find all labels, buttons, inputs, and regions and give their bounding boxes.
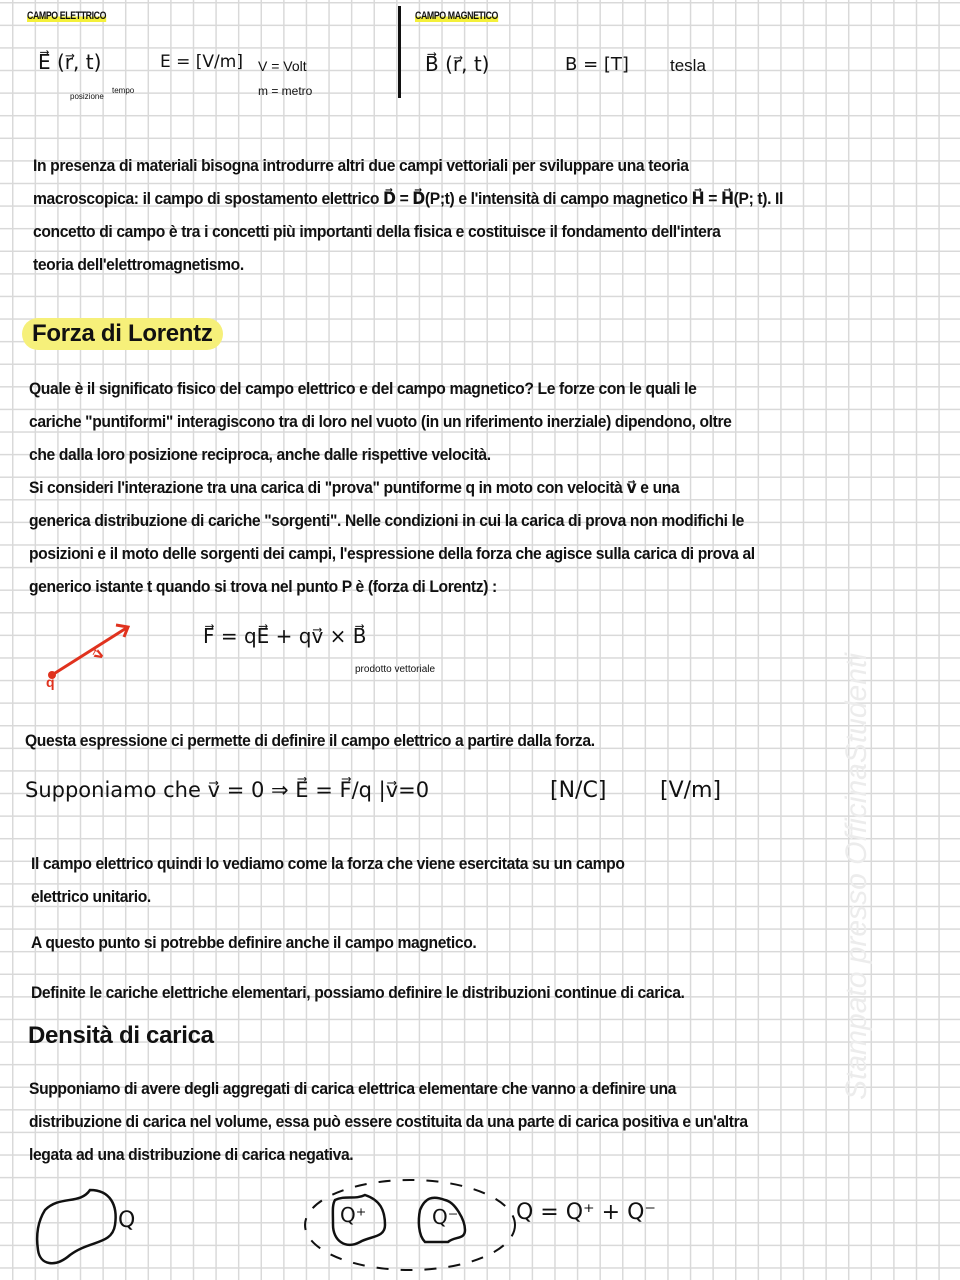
text-line: legata ad una distribuzione di carica negativa. bbox=[29, 1145, 354, 1164]
electric-field-formula: E⃗ (r⃗, t) bbox=[38, 50, 102, 74]
distribution-line: Definite le cariche elettriche elementari, possiamo definire le distribuzioni continue di carica. bbox=[31, 983, 685, 1002]
unit-n-per-c: [N/C] bbox=[550, 778, 607, 803]
lorentz-formula: F⃗ = qE⃗ + qv⃗ × B⃗ bbox=[203, 624, 367, 648]
charge-distribution-diagram bbox=[0, 1170, 560, 1280]
text-line: cariche "puntiformi" interagiscono tra di loro nel vuoto (in un riferimento inerziale) dipendono, oltre bbox=[29, 412, 732, 431]
q-plus-label: Q⁺ bbox=[340, 1203, 367, 1227]
definition-sentence: Questa espressione ci permette di definire il campo elettrico a partire dalla forza. bbox=[25, 731, 595, 750]
velocity-label: v⃗ bbox=[88, 646, 108, 663]
text-line: elettrico unitario. bbox=[31, 887, 151, 906]
text-line: che dalla loro posizione reciproca, anche dalle rispettive velocità. bbox=[29, 445, 491, 464]
q-minus-label: Q⁻ bbox=[432, 1205, 459, 1229]
text-line: generica distribuzione di cariche "sorgenti". Nelle condizioni in cui la carica di prova non modifichi le bbox=[29, 511, 744, 530]
text-line: macroscopica: il campo di spostamento elettrico D⃗ = D⃗(P;t) e l'intensità di campo magnetico H⃗ = H⃗(P; t). Il bbox=[33, 189, 783, 208]
magnetic-field-formula: B⃗ (r⃗, t) bbox=[425, 52, 490, 76]
text-line: Quale è il significato fisico del campo elettrico e del campo magnetico? Le forze con le quali le bbox=[29, 379, 697, 398]
text-line: teoria dell'elettromagnetismo. bbox=[33, 255, 244, 274]
text-line: Il campo elettrico quindi lo vediamo come la forza che viene esercitata su un campo bbox=[31, 854, 625, 873]
position-note: posizione bbox=[70, 92, 104, 101]
text-line: concetto di campo è tra i concetti più importanti della fisica e costituisce il fondamento dell'intera bbox=[33, 222, 721, 241]
text-line: Supponiamo di avere degli aggregati di carica elettrica elementare che vanno a definire una bbox=[29, 1079, 677, 1098]
magnetic-line: A questo punto si potrebbe definire anche il campo magnetico. bbox=[31, 933, 477, 952]
text-line: In presenza di materiali bisogna introdurre altri due campi vettoriali per sviluppare una teoria bbox=[33, 156, 689, 175]
electric-field-label: CAMPO ELETTRICO bbox=[27, 10, 107, 22]
text-line: Si consideri l'interazione tra una carica di "prova" puntiforme q in moto con velocità v⃗ e una bbox=[29, 478, 680, 497]
lorentz-paragraph bbox=[29, 372, 755, 603]
dashed-boundary bbox=[305, 1180, 515, 1270]
time-note: tempo bbox=[112, 86, 135, 95]
density-paragraph bbox=[29, 1072, 748, 1171]
density-heading: Densità di carica bbox=[28, 1022, 214, 1049]
tesla-note: tesla bbox=[670, 56, 706, 75]
magnetic-field-label: CAMPO MAGNETICO bbox=[415, 10, 498, 22]
charge-sum-formula: Q = Q⁺ + Q⁻ bbox=[516, 1200, 657, 1225]
suppose-formula: Supponiamo che v⃗ = 0 ⇒ E⃗ = F⃗/q |v⃗=0 bbox=[25, 778, 430, 802]
charge-blob bbox=[37, 1190, 116, 1263]
watermark: Stampato presso OfficinaStudenti bbox=[840, 653, 873, 1100]
intro-paragraph bbox=[33, 149, 783, 281]
magnetic-unit: B = [T] bbox=[565, 54, 629, 75]
lorentz-heading: Forza di Lorentz bbox=[22, 318, 223, 350]
text-line: generico istante t quando si trova nel punto P è (forza di Lorentz) : bbox=[29, 577, 497, 596]
charge-label: q bbox=[46, 674, 55, 690]
divider bbox=[398, 6, 401, 98]
unit-v-per-m: [V/m] bbox=[660, 778, 722, 803]
text-line: distribuzione di carica nel volume, essa può essere costituita da una parte di carica positiva e un'altra bbox=[29, 1112, 748, 1131]
after-paragraph bbox=[31, 847, 625, 913]
cross-product-note: prodotto vettoriale bbox=[355, 664, 436, 675]
volt-note: V = Volt bbox=[258, 58, 307, 74]
electric-unit: E = [V/m] bbox=[160, 52, 243, 72]
meter-note: m = metro bbox=[258, 84, 313, 98]
q-label: Q bbox=[118, 1208, 136, 1233]
text-line: posizioni e il moto delle sorgenti dei campi, l'espressione della forza che agisce sulla carica di prova al bbox=[29, 544, 755, 563]
